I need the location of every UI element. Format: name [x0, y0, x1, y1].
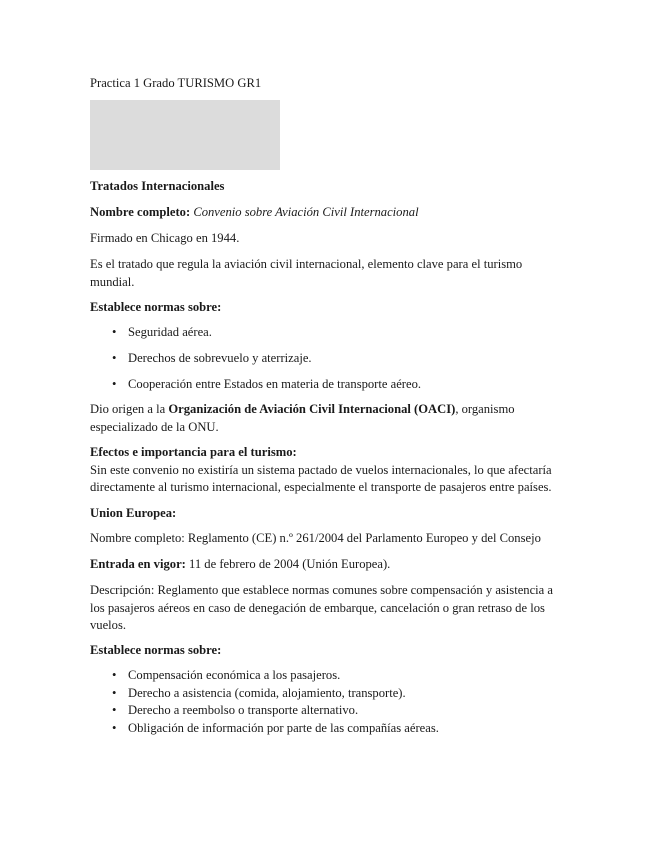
- signed-text: Firmado en Chicago en 1944.: [90, 231, 240, 245]
- oaci-origin: Dio origen a la Organización de Aviación Civil Internacional (OACI), organismo especializado de la ONU.: [90, 402, 515, 434]
- convenio-name: [90, 204, 567, 222]
- norms-list-2: [90, 667, 567, 737]
- reglamento-description: Descripción: Reglamento que establece normas comunes sobre compensación y asistencia a los pasajeros aéreos en caso de denegación de embarque, cancelación o gran retraso de los vuelos.: [90, 583, 554, 632]
- entry-label: Entrada en vigor:: [90, 557, 186, 571]
- list-item: • Seguridad aérea.: [90, 324, 567, 342]
- name-label: Nombre completo:: [90, 205, 191, 219]
- reglamento-name: Nombre completo: Reglamento (CE) n.º 261/2004 del Parlamento Europeo y del Consejo: [90, 531, 541, 545]
- section-heading-tratados: Tratados Internacionales: [90, 179, 225, 193]
- list-item: • Derechos de sobrevuelo y aterrizaje.: [90, 350, 567, 368]
- effects-label: Efectos e importancia para el turismo:: [90, 445, 297, 459]
- entry-value: 11 de febrero de 2004 (Unión Europea).: [185, 557, 391, 571]
- norms-heading-1: Establece normas sobre:: [90, 300, 222, 314]
- name-value: Convenio sobre Aviación Civil Internacional: [193, 205, 419, 219]
- effects-block: [90, 444, 567, 497]
- section-heading-ue: Union Europea:: [90, 506, 177, 520]
- list-item: • Obligación de información por parte de las compañías aéreas.: [90, 720, 567, 738]
- convenio-description: Es el tratado que regula la aviación civil internacional, elemento clave para el turismo mundial.: [90, 257, 523, 289]
- oaci-name: Organización de Aviación Civil Internacional (OACI): [168, 402, 456, 416]
- list-item: • Cooperación entre Estados en materia de transporte aéreo.: [90, 376, 567, 394]
- list-item: • Derecho a asistencia (comida, alojamiento, transporte).: [90, 685, 567, 703]
- norms-heading-2: Establece normas sobre:: [90, 643, 222, 657]
- norms-list-1: [90, 324, 567, 402]
- image-placeholder: [90, 100, 280, 170]
- effects-text: Sin este convenio no existiría un sistema pactado de vuelos internacionales, lo que afectaría directamente al turismo internacional, especialmente el transporte de pasajeros entre países.: [90, 462, 552, 494]
- document-title: Practica 1 Grado TURISMO GR1: [90, 76, 262, 90]
- list-item: • Derecho a reembolso o transporte alternativo.: [90, 702, 567, 720]
- entry-into-force: [90, 556, 567, 574]
- list-item: • Compensación económica a los pasajeros.: [90, 667, 567, 685]
